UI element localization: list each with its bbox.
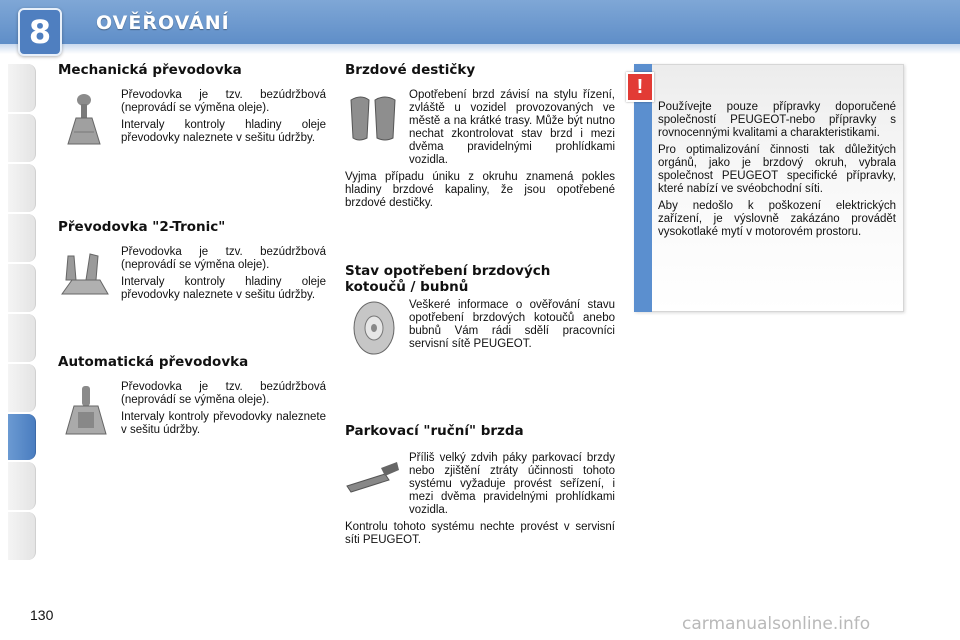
paragraph: Intervaly kontroly hladiny oleje převodovky naleznete v sešitu údržby. (121, 119, 326, 144)
chapter-tabs (8, 64, 36, 562)
page-number: 130 (30, 607, 54, 623)
paragraph: Převodovka je tzv. bezúdržbová (neprovádí se výměna oleje). (121, 381, 326, 406)
paragraph: Opotřebení brzd závisí na stylu řízení, zvláště u vozidel provozovaných ve městě a na krátké trasy. Může být nutno nechat zkontrolovat stav brzd i mezi dvěma pravidelnými prohlídkami vozidla. (409, 89, 615, 166)
text-automatic-gearbox (121, 381, 326, 441)
text-brake-discs (409, 299, 615, 355)
chapter-tab[interactable] (8, 114, 36, 162)
paragraph: Příliš velký zdvih páky parkovací brzdy nebo zjištění ztráty účinnosti tohoto systému vyžaduje provést seřízení, i mezi dvěma pravidelnými prohlídkami vozidla. (409, 452, 615, 516)
chapter-tab[interactable] (8, 314, 36, 362)
paragraph: Pro optimalizování činnosti tak důležitých orgánů, jako je brzdový okruh, vybrala společnost PEUGEOT specifické přípravky, které nabízí ve svéobchodní síti. (658, 144, 896, 195)
paragraph: Kontrolu tohoto systému nechte provést v servisní síti PEUGEOT. (345, 521, 615, 546)
paragraph: Používejte pouze přípravky doporučené společností PEUGEOT-nebo přípravky s rovnocennými kvalitami a charakteristikami. (658, 101, 896, 139)
section-title-brake-pads: Brzdové destičky (345, 62, 476, 78)
paragraph: Intervaly kontroly hladiny oleje převodovky naleznete v sešitu údržby. (121, 276, 326, 301)
section-title-manual-gearbox: Mechanická převodovka (58, 62, 242, 78)
automatic-gear-selector-icon (60, 384, 110, 438)
text-brake-pads (345, 89, 615, 214)
paragraph: Převodovka je tzv. bezúdržbová (neprovádí se výměna oleje). (121, 246, 326, 271)
text-parking-brake (345, 452, 615, 551)
section-title-brake-discs: Stav opotřebení brzdových kotoučů / bubnů (345, 263, 551, 295)
chapter-tab[interactable] (8, 64, 36, 112)
paragraph: Aby nedošlo k poškození elektrických zařízení, je výslovně zakázáno provádět vysokotlaké mytí v motorovém prostoru. (658, 200, 896, 238)
paragraph: Intervaly kontroly převodovky naleznete v sešitu údržby. (121, 411, 326, 436)
chapter-tab-active[interactable] (8, 414, 36, 460)
paragraph: Vyjma případu úniku z okruhu znamená pokles hladiny brzdové kapaliny, že jsou opotřebené brzdové destičky. (345, 171, 615, 209)
warning-text (658, 101, 896, 243)
watermark: carmanualsonline.info (682, 614, 871, 634)
paragraph: Veškeré informace o ověřování stavu opotřebení brzdových kotoučů anebo bubnů Vám rádi sdělí pracovníci servisní sítě PEUGEOT. (409, 299, 615, 350)
text-2-tronic (121, 246, 326, 306)
brake-disc-icon (350, 300, 398, 356)
section-title-parking-brake: Parkovací "ruční" brzda (345, 423, 524, 439)
chapter-tab[interactable] (8, 364, 36, 412)
chapter-tab[interactable] (8, 512, 36, 560)
chapter-tab[interactable] (8, 462, 36, 510)
header-shade (0, 44, 960, 54)
chapter-tab[interactable] (8, 214, 36, 262)
chapter-number-badge: 8 (18, 8, 62, 56)
chapter-tab[interactable] (8, 264, 36, 312)
section-title-automatic-gearbox: Automatická převodovka (58, 354, 249, 370)
section-title-2-tronic: Převodovka "2-Tronic" (58, 219, 226, 235)
2-tronic-gear-lever-icon (58, 250, 112, 298)
exclamation-warning-icon: ! (626, 72, 654, 102)
chapter-tab[interactable] (8, 164, 36, 212)
manual-gear-lever-icon (60, 92, 104, 148)
text-manual-gearbox (121, 89, 326, 149)
paragraph: Převodovka je tzv. bezúdržbová (neprovádí se výměna oleje). (121, 89, 326, 114)
page-title: OVĚŘOVÁNÍ (96, 12, 230, 34)
